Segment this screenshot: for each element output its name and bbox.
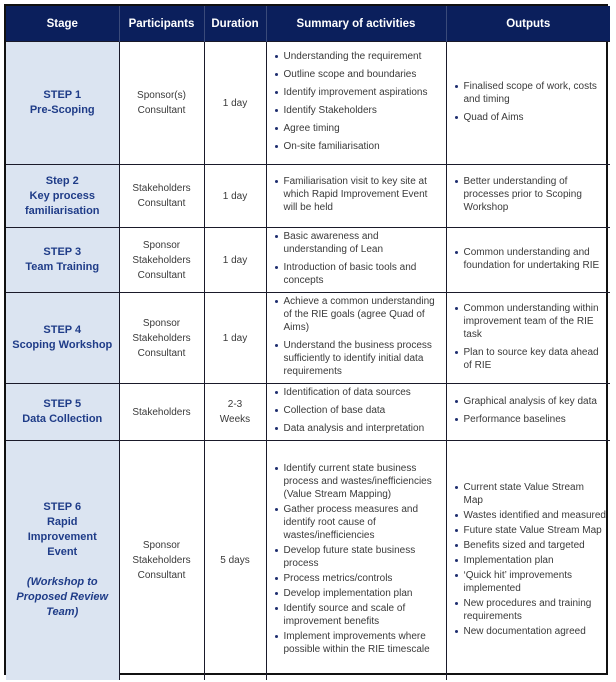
- stage-label: Rapid: [46, 516, 78, 529]
- activities-cell: [266, 165, 446, 228]
- outputs-list: [447, 481, 611, 638]
- table-row: [6, 228, 610, 293]
- activity-item: Develop implementation plan: [275, 587, 442, 600]
- header-duration: Duration: [204, 6, 266, 42]
- outputs-cell: [446, 293, 610, 384]
- activity-item: Gather process measures and identify root cause of wastes/inefficiencies: [275, 503, 442, 542]
- output-item: Common understanding and foundation for undertaking RIE: [455, 246, 607, 272]
- stage-label: Team Training: [25, 261, 100, 273]
- participant-name: Sponsor: [142, 539, 181, 551]
- table-header-row: [6, 6, 610, 42]
- stage-cell: [6, 441, 119, 680]
- stage-label: Data Collection: [22, 413, 103, 425]
- duration-cell: [204, 384, 266, 441]
- output-item: Finalised scope of work, costs and timing: [455, 80, 607, 106]
- participant-name: Sponsor(s): [137, 90, 186, 101]
- activity-item: Outline scope and boundaries: [275, 68, 442, 81]
- participant-name: Stakeholders: [132, 554, 191, 566]
- activity-item: Develop future state business process: [275, 544, 442, 570]
- activities-list: [267, 462, 446, 656]
- output-item: Better understanding of processes prior to Scoping Workshop: [455, 175, 607, 214]
- activities-cell: [266, 42, 446, 165]
- header-participants: Participants: [119, 6, 204, 42]
- output-item: Implementation plan: [455, 554, 607, 567]
- duration-value: Weeks: [219, 414, 251, 425]
- outputs-list: [447, 246, 611, 272]
- stage-cell: [6, 293, 119, 384]
- duration-cell: [204, 293, 266, 384]
- output-item: Common understanding within improvement team of the RIE task: [455, 302, 607, 341]
- activities-list: [267, 295, 446, 378]
- activity-item: Understand the business process sufficiently to identify initial data requirements: [275, 339, 442, 378]
- activities-list: [267, 50, 446, 153]
- activity-item: Agree timing: [275, 122, 442, 135]
- activities-cell: [266, 441, 446, 680]
- activities-cell: [266, 293, 446, 384]
- participants-cell: [119, 228, 204, 293]
- duration-value: 1 day: [222, 332, 248, 344]
- activity-item: Process metrics/controls: [275, 572, 442, 585]
- stage-note: (Workshop to Proposed Review Team): [16, 576, 109, 619]
- output-item: Benefits sized and targeted: [455, 539, 607, 552]
- stage-cell: [6, 228, 119, 293]
- activity-item: Identify source and scale of improvement benefits: [275, 602, 442, 628]
- duration-value: 2-3: [227, 399, 243, 410]
- participant-name: Consultant: [137, 347, 186, 359]
- table-row: [6, 165, 610, 228]
- table-row: [6, 42, 610, 165]
- output-item: Plan to source key data ahead of RIE: [455, 346, 607, 372]
- participants-cell: [119, 42, 204, 165]
- participant-name: Stakeholders: [132, 406, 191, 418]
- activity-item: Implement improvements where possible within the RIE timescale: [275, 630, 442, 656]
- activities-cell: [266, 228, 446, 293]
- outputs-list: [447, 302, 611, 372]
- activity-item: Identify improvement aspirations: [275, 86, 442, 99]
- participant-name: Stakeholders: [132, 183, 191, 194]
- table-body: [6, 42, 610, 680]
- activity-item: Data analysis and interpretation: [275, 422, 442, 435]
- outputs-cell: [446, 228, 610, 293]
- output-item: New documentation agreed: [455, 625, 607, 638]
- stage-label: Key process: [29, 189, 95, 202]
- participant-name: Sponsor: [142, 239, 181, 251]
- process-stages-table: [6, 6, 610, 680]
- output-item: New procedures and training requirements: [455, 597, 607, 623]
- stage-label: Improvement: [27, 531, 97, 544]
- activities-list: [267, 175, 446, 214]
- stage-label: familiarisation: [24, 204, 100, 217]
- stage-label: STEP 3: [43, 246, 82, 258]
- outputs-list: [447, 175, 611, 214]
- header-summary-of-activities: Summary of activities: [266, 6, 446, 42]
- activity-item: Understanding the requirement: [275, 50, 442, 63]
- duration-value: 1 day: [222, 97, 248, 109]
- participants-cell: [119, 441, 204, 680]
- activity-item: Introduction of basic tools and concepts: [275, 261, 442, 287]
- outputs-list: [447, 395, 611, 426]
- stage-cell: [6, 42, 119, 165]
- participants-cell: [119, 165, 204, 228]
- duration-cell: [204, 228, 266, 293]
- activity-item: Collection of base data: [275, 404, 442, 417]
- activity-item: Familiarisation visit to key site at which Rapid Improvement Event will be held: [275, 175, 442, 214]
- stage-label: STEP 6: [43, 501, 82, 514]
- participant-name: Consultant: [137, 105, 186, 116]
- duration-cell: [204, 42, 266, 165]
- activities-cell: [266, 384, 446, 441]
- table-row: [6, 441, 610, 680]
- activity-item: Basic awareness and understanding of Lean: [275, 230, 442, 256]
- outputs-list: [447, 80, 611, 124]
- participant-name: Stakeholders: [132, 332, 191, 344]
- outputs-cell: [446, 42, 610, 165]
- stage-label: Event: [47, 546, 78, 559]
- output-item: ‘Quick hit’ improvements implemented: [455, 569, 607, 595]
- stage-label: Pre-Scoping: [29, 104, 95, 116]
- activity-item: On-site familiarisation: [275, 140, 442, 153]
- output-item: Quad of Aims: [455, 111, 607, 124]
- process-table-frame: [4, 4, 608, 675]
- outputs-cell: [446, 165, 610, 228]
- participants-cell: [119, 384, 204, 441]
- stage-label: Scoping Workshop: [12, 339, 113, 351]
- duration-value: 1 day: [222, 190, 248, 202]
- stage-label: STEP 5: [43, 398, 82, 410]
- activity-item: Achieve a common understanding of the RIE goals (agree Quad of Aims): [275, 295, 442, 334]
- activities-list: [267, 386, 446, 435]
- activity-item: Identify Stakeholders: [275, 104, 442, 117]
- duration-cell: [204, 165, 266, 228]
- output-item: Performance baselines: [455, 413, 607, 426]
- duration-cell: [204, 441, 266, 680]
- participant-name: Sponsor: [142, 317, 181, 329]
- activities-list: [267, 230, 446, 287]
- output-item: Future state Value Stream Map: [455, 524, 607, 537]
- stage-label: Step 2: [45, 174, 79, 187]
- participant-name: Consultant: [137, 198, 186, 209]
- participant-name: Consultant: [137, 569, 186, 581]
- output-item: Wastes identified and measured: [455, 509, 607, 522]
- output-item: Graphical analysis of key data: [455, 395, 607, 408]
- table-row: [6, 384, 610, 441]
- stage-cell: [6, 384, 119, 441]
- output-item: Current state Value Stream Map: [455, 481, 607, 507]
- header-stage: Stage: [6, 6, 119, 42]
- duration-value: 1 day: [222, 254, 248, 266]
- stage-cell: [6, 165, 119, 228]
- table-row: [6, 293, 610, 384]
- activity-item: Identification of data sources: [275, 386, 442, 399]
- stage-label: STEP 1: [43, 89, 82, 101]
- activity-item: Identify current state business process and wastes/inefficiencies (Value Stream Mapping): [275, 462, 442, 501]
- participant-name: Stakeholders: [132, 254, 191, 266]
- outputs-cell: [446, 384, 610, 441]
- stage-label: STEP 4: [43, 324, 82, 336]
- participants-cell: [119, 293, 204, 384]
- outputs-cell: [446, 441, 610, 680]
- duration-value: 5 days: [220, 554, 250, 566]
- header-outputs: Outputs: [446, 6, 610, 42]
- participant-name: Consultant: [137, 269, 186, 281]
